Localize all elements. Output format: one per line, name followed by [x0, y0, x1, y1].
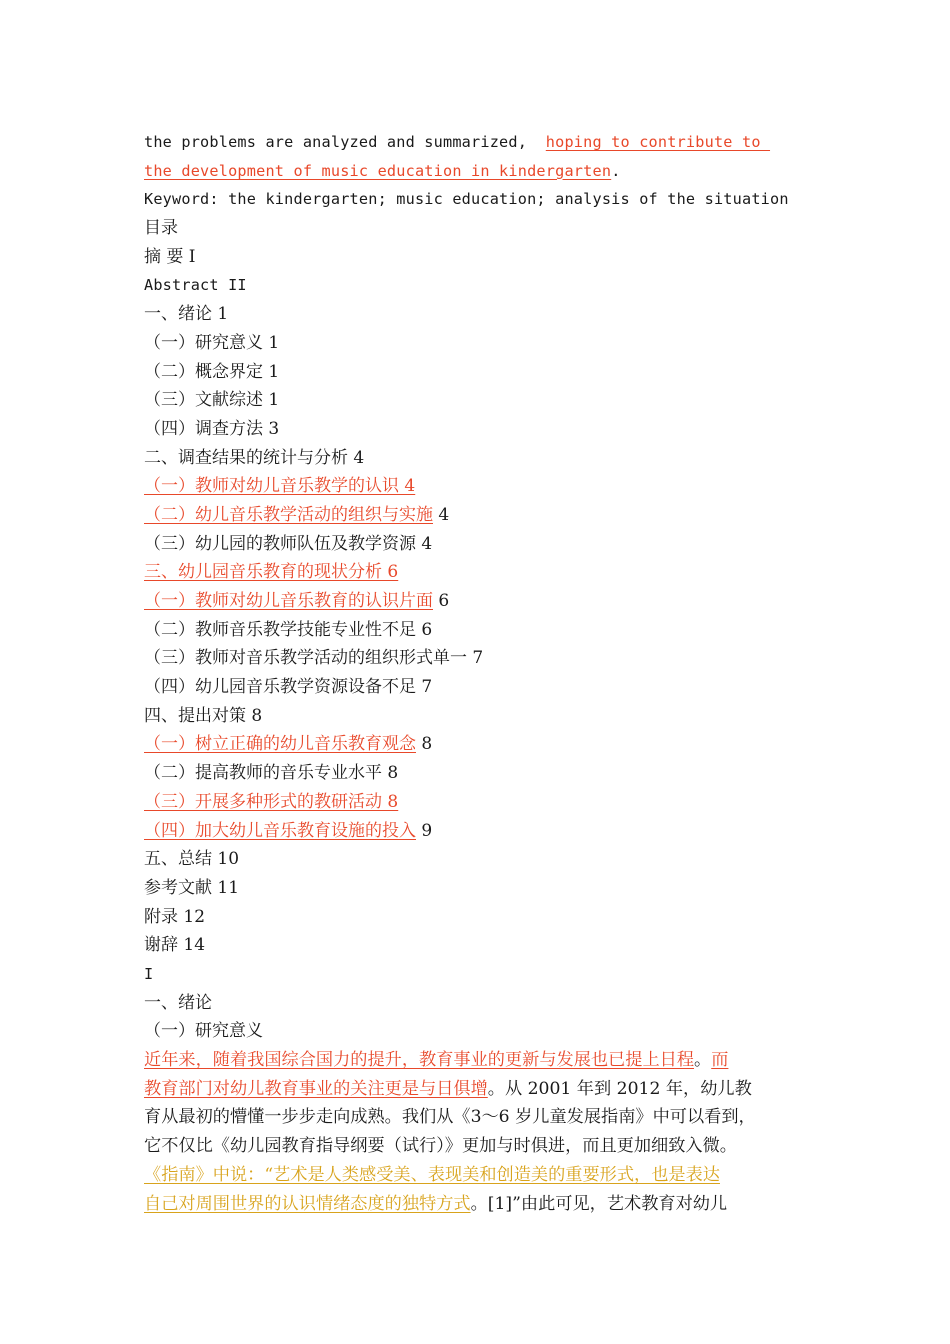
- toc-entry[interactable]: [144, 874, 814, 903]
- table-of-contents: [144, 243, 814, 960]
- body-highlight: 而: [711, 1050, 729, 1070]
- toc-entry-label: （三）开展多种形式的教研活动 8: [144, 791, 399, 812]
- toc-entry-label: Abstract II: [144, 276, 247, 295]
- toc-entry[interactable]: [144, 644, 814, 673]
- body-text: 。从 2001 年到 2012 年，幼儿教: [487, 1078, 752, 1099]
- toc-entry-page: 4: [433, 504, 450, 525]
- abstract-line-2: [144, 157, 814, 186]
- toc-entry-label: （四）加大幼儿音乐教育设施的投入: [144, 820, 416, 841]
- toc-entry[interactable]: [144, 271, 814, 300]
- toc-entry[interactable]: [144, 444, 814, 473]
- toc-entry[interactable]: [144, 243, 814, 272]
- toc-entry-label: （三）文献综述 1: [144, 390, 280, 411]
- toc-entry[interactable]: [144, 558, 814, 587]
- toc-entry[interactable]: [144, 530, 814, 559]
- toc-entry-label: 谢辞 14: [144, 935, 206, 956]
- toc-entry-label: （一）研究意义 1: [144, 332, 280, 353]
- toc-entry-label: （一）教师对幼儿音乐教育的认识片面: [144, 591, 433, 611]
- abstract-line-1: [144, 128, 814, 157]
- abstract-highlight: hoping to contribute to: [545, 133, 771, 151]
- body-quote: 自己对周围世界的认识情绪态度的独特方式: [144, 1193, 471, 1214]
- toc-entry-label: （四）调查方法 3: [144, 418, 280, 439]
- toc-entry[interactable]: [144, 329, 814, 358]
- toc-entry-label: 五、总结 10: [144, 849, 240, 870]
- toc-entry-page: 9: [416, 820, 433, 841]
- body-highlight: 近年来，随着我国综合国力的提升，教育事业的更新与发展也已提上日程: [144, 1050, 695, 1070]
- toc-entry-label: 四、提出对策 8: [144, 705, 263, 726]
- toc-entry-label: （二）提高教师的音乐专业水平 8: [144, 763, 399, 784]
- toc-entry[interactable]: [144, 472, 814, 501]
- toc-entry-label: （二）教师音乐教学技能专业性不足 6: [144, 619, 433, 640]
- toc-entry-label: （四）幼儿园音乐教学资源设备不足 7: [144, 677, 433, 698]
- toc-entry[interactable]: [144, 358, 814, 387]
- abstract-text: .: [611, 161, 621, 180]
- toc-entry[interactable]: [144, 702, 814, 731]
- toc-entry[interactable]: [144, 903, 814, 932]
- toc-entry-label: 附录 12: [144, 906, 206, 927]
- toc-title: 目录: [144, 218, 178, 239]
- toc-entry-label: （二）幼儿音乐教学活动的组织与实施: [144, 504, 433, 525]
- toc-entry-label: （二）概念界定 1: [144, 361, 280, 382]
- toc-entry-label: （一）教师对幼儿音乐教学的认识 4: [144, 476, 416, 497]
- section-heading: 一、绪论: [144, 992, 212, 1013]
- subsection-heading: （一）研究意义: [144, 1021, 263, 1042]
- toc-entry-page: 8: [416, 734, 433, 755]
- body-line: [144, 1190, 814, 1219]
- toc-entry[interactable]: [144, 300, 814, 329]
- toc-entry-label: 摘 要 I: [144, 246, 196, 267]
- abstract-highlight: the development of music education in kindergarten: [144, 161, 612, 180]
- toc-entry[interactable]: [144, 501, 814, 530]
- body-line: [144, 1046, 814, 1075]
- toc-entry[interactable]: [144, 788, 814, 817]
- body-quote: 《指南》中说：“艺术是人类感受美、表现美和创造美的重要形式，也是表达: [144, 1164, 720, 1185]
- toc-entry-label: 二、调查结果的统计与分析 4: [144, 447, 365, 468]
- toc-entry-label: （一）树立正确的幼儿音乐教育观念: [144, 734, 416, 755]
- body-highlight: 教育部门对幼儿教育事业的关注更是与日俱增: [144, 1078, 488, 1099]
- toc-entry-label: 一、绪论 1: [144, 304, 229, 325]
- toc-entry-page: 6: [433, 591, 450, 611]
- toc-entry[interactable]: [144, 759, 814, 788]
- body-text: 。[1]”由此可见，艺术教育对幼儿: [470, 1193, 728, 1214]
- document-page: [144, 128, 814, 1218]
- toc-entry-label: 三、幼儿园音乐教育的现状分析 6: [144, 562, 399, 583]
- toc-entry-label: （三）幼儿园的教师队伍及教学资源 4: [144, 533, 433, 554]
- toc-entry[interactable]: [144, 931, 814, 960]
- toc-entry[interactable]: [144, 616, 814, 645]
- body-line: 它不仅比《幼儿园教育指导纲要（试行）》更加与时俱进，而且更加细致入微。: [144, 1136, 737, 1157]
- toc-entry[interactable]: [144, 845, 814, 874]
- abstract-text: the problems are analyzed and summarized,: [144, 133, 546, 151]
- page-marker: I: [144, 964, 154, 983]
- toc-entry-label: 参考文献 11: [144, 877, 240, 898]
- toc-entry-label: （三）教师对音乐教学活动的组织形式单一 7: [144, 648, 484, 669]
- toc-entry[interactable]: [144, 673, 814, 702]
- body-paragraph: [144, 1046, 814, 1218]
- body-line: [144, 1075, 814, 1104]
- body-line: [144, 1161, 814, 1190]
- toc-entry[interactable]: [144, 730, 814, 759]
- toc-entry[interactable]: [144, 415, 814, 444]
- body-line: 育从最初的懵懂一步步走向成熟。我们从《3～6 岁儿童发展指南》中可以看到，: [144, 1107, 756, 1128]
- toc-entry[interactable]: [144, 817, 814, 846]
- toc-entry[interactable]: [144, 386, 814, 415]
- keyword-line: Keyword: the kindergarten; music education; analysis of the situation: [144, 190, 789, 209]
- toc-entry[interactable]: [144, 587, 814, 616]
- body-text: 。: [694, 1050, 712, 1070]
